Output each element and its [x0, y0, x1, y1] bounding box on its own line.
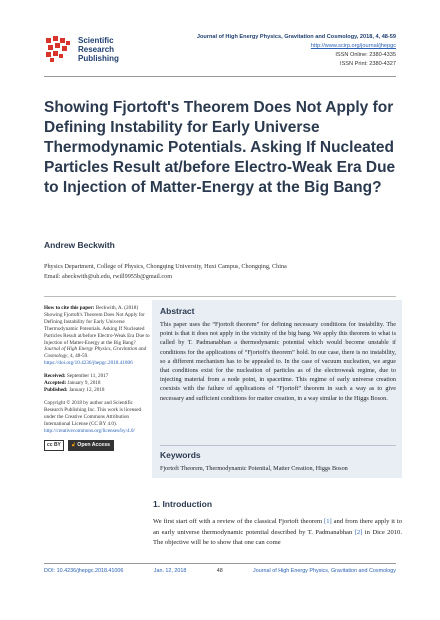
journal-url-link[interactable]: http://www.scirp.org/journal/jhepgc — [310, 43, 396, 49]
footer-date: Jan. 12, 2018 — [153, 568, 187, 574]
copyright-block: Copyright © 2018 by author and Scientific Research Publishing Inc. This work is licensed under the Creative Commons Attribution International License (CC BY 4.0). http://creativecommons.org/licenses/by/4.0/ — [44, 399, 142, 434]
affiliation: Physics Department, College of Physics, Chongqing University, Huxi Campus, Chongqing, China — [44, 263, 287, 270]
title-divider — [44, 296, 396, 297]
keywords-heading: Keywords — [160, 450, 201, 460]
abstract-text: This paper uses the “Fjortoft theorem” for defining necessary conditions for instability. The point is that it does not apply in the vicinity of the big bang. We apply this theorem to what is called by T. Padmanabhan a thermodynamic potential which would become unstable if conditions for the applications of “Fjortoft's theorem” hold. In our case, there is no instability, so a different mechanism has to be appealed to. In the case of vacuum nucleation, we argue that conditions exist for the nucleation of particles as of the electroweak regime, due to injecting material from a node point, in spacetime. This regime of early universe creation coexists with the failure of applications of “Fjortoft” theorem in such a way as to give necessary and sufficient conditions for matter creation, in a way similar to the Higgs Boson. — [160, 321, 396, 402]
license-badges — [44, 440, 152, 451]
keywords-divider — [160, 445, 396, 446]
open-access-badge: 🔓︎ Open Access — [68, 440, 114, 451]
issn-print: ISSN Print: 2380-4327 — [340, 61, 396, 67]
cc-by-badge: cc BY — [44, 440, 64, 451]
abstract-heading: Abstract — [160, 306, 195, 316]
paper-title: Showing Fjortoft's Theorem Does Not Apply for Defining Instability for Early Universe Thermodynamic Potentials. Asking If Nucleated Particles Result at/before Electro-Weak Era Due to Injection of Matter-Energy at the Big Bang? — [44, 99, 396, 196]
citation-block: How to cite this paper: Beckwith, A. (2018) Showing Fjortoft's Theorem Does Not Apply for Defining Instability for Early Universe Thermodynamic Potentials. Asking If Nucleated Particles Result at/before Electro-Weak Era Due to Injection of Matter-Energy at the Big Bang? Journal of High Energy Physics, Gravitation and Cosmology, 4, 48-59. https://doi.org/10.4236/jhepgc.2018.41006 — [44, 305, 150, 367]
author-name: Andrew Beckwith — [44, 240, 115, 250]
affiliation-block — [44, 262, 404, 281]
footer-doi: DOI: 10.4236/jhepgc.2018.41006 — [44, 568, 124, 574]
footer-divider — [44, 563, 396, 564]
dates-block: Received: September 11, 2017 Accepted: January 9, 2018 Published: January 12, 2018 — [44, 373, 109, 393]
header-divider — [44, 76, 396, 77]
license-link[interactable]: http://creativecommons.org/licenses/by/4.0/ — [44, 427, 135, 434]
reference-link-1[interactable]: [1] — [324, 518, 332, 525]
email: Email: abeckwith@uh.edu, rwill9955b@gmail.com — [44, 272, 173, 280]
introduction-heading: 1. Introduction — [153, 499, 213, 509]
doi-link[interactable]: https://doi.org/10.4236/jhepgc.2018.41006 — [44, 360, 133, 367]
introduction-text: We first start off with a review of the classical Fjortoft theorem [1] and from there apply it to an early universe thermodynamic potential described by T. Padmanabhan [2] in Dice 2010. The objective will be to show that one can come — [153, 518, 402, 546]
publisher-name: Scientific Research Publishing — [78, 36, 119, 63]
issn-online: ISSN Online: 2380-4335 — [335, 52, 396, 58]
keywords-text: Fjortoft Theorem, Thermodynamic Potential, Matter Creation, Higgs Boson — [160, 465, 348, 472]
footer-journal: Journal of High Energy Physics, Gravitation and Cosmology — [253, 568, 396, 574]
open-lock-icon: 🔓︎ — [71, 442, 76, 449]
reference-link-2[interactable]: [2] — [354, 528, 363, 536]
scirp-logo-icon — [44, 34, 74, 64]
journal-info — [197, 33, 396, 69]
page-footer — [44, 568, 396, 574]
journal-citation: Journal of High Energy Physics, Gravitation and Cosmology, 2018, 4, 48-59 — [196, 34, 396, 40]
article-info-column — [44, 305, 152, 451]
page-number: 48 — [216, 568, 223, 574]
